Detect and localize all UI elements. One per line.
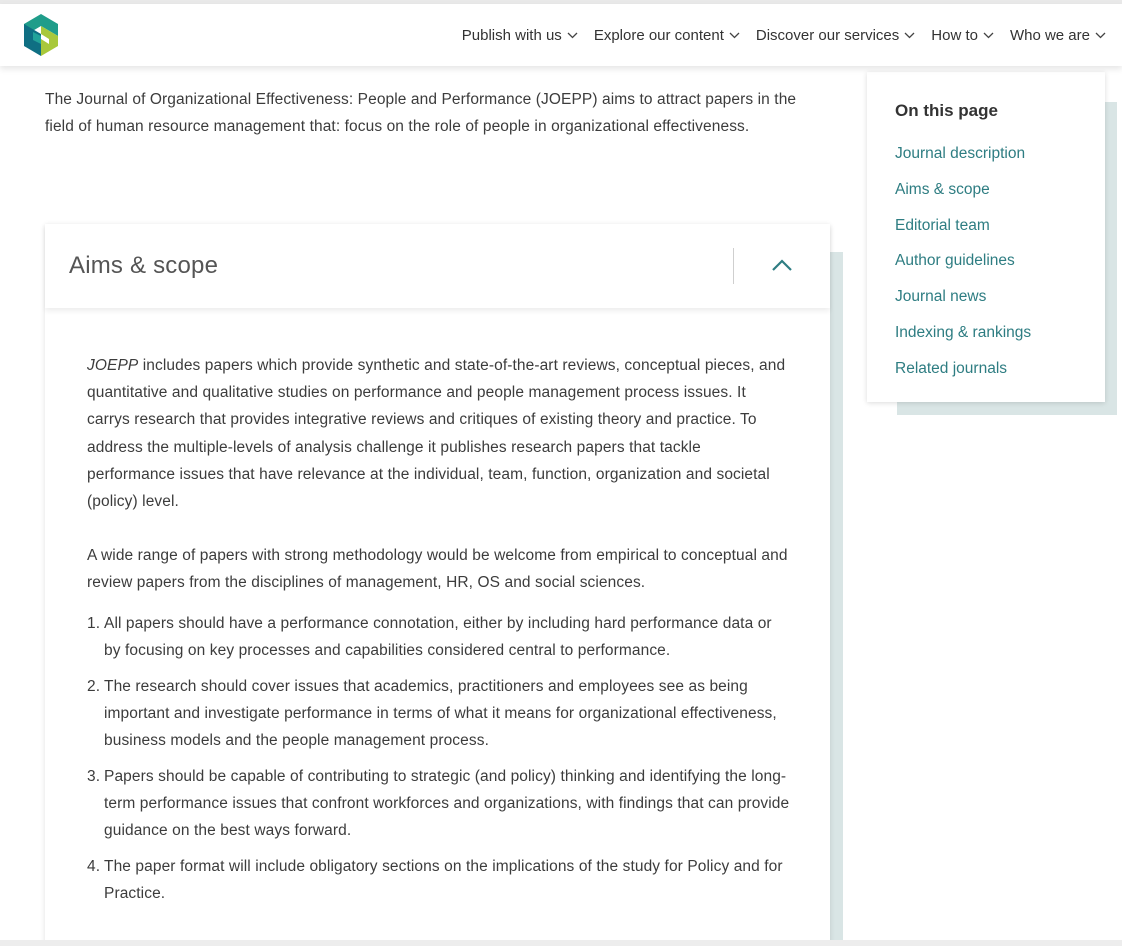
scope-paragraph-1 <box>87 352 792 515</box>
nav-label: Who we are <box>1009 26 1090 44</box>
nav-explore-our-content[interactable] <box>594 27 740 44</box>
list-text: The paper format will include obligatory sections on the implications of the study for Policy and for Practice. <box>104 857 783 902</box>
aims-scope-card <box>45 224 830 946</box>
scope-paragraph-1-text: includes papers which provide synthetic and state-of-the-art reviews, conceptual pieces, and quantitative and qualitative studies on performance and people management process issues. It carrys research that provides integrative reviews and critiques of existing theory and practice. To address the multiple-levels of analysis challenge it publishes research papers that tackle performance issues that have relevance at the individual, team, function, organization and societal (policy) level. <box>87 357 786 511</box>
toc-link-indexing-rankings[interactable]: Indexing & rankings <box>895 323 1032 341</box>
list-number: 1. <box>87 614 101 632</box>
list-item <box>87 763 792 844</box>
chevron-down-icon <box>1095 32 1106 39</box>
list-text: The research should cover issues that academics, practitioners and employees see as being important and investigate performance in terms of what it means for organizational effectiveness, business models and the people management process. <box>104 677 777 749</box>
horizontal-scrollbar[interactable] <box>0 940 1122 946</box>
nav-label: Discover our services <box>755 26 900 44</box>
chevron-down-icon <box>567 32 578 39</box>
scope-paragraph-2: A wide range of papers with strong methodology would be welcome from empirical to conceptual and review papers from the disciplines of management, HR, OS and social sciences. <box>87 547 788 592</box>
list-number: 4. <box>87 857 101 875</box>
site-header <box>0 4 1122 66</box>
nav-who-we-are[interactable] <box>1010 27 1106 44</box>
list-item <box>87 610 792 664</box>
accordion-body <box>87 352 792 916</box>
accordion-header[interactable] <box>45 224 830 308</box>
chevron-down-icon <box>983 32 994 39</box>
list-number: 3. <box>87 767 101 785</box>
toc-links <box>895 136 1031 387</box>
list-text: Papers should be capable of contributing to strategic (and policy) thinking and identifying the long-term performance issues that confront workforces and organizations, with findings that can provide guidance on the best ways forward. <box>104 767 790 839</box>
toc-title: On this page <box>895 101 998 120</box>
list-item <box>87 673 792 754</box>
nav-how-to[interactable] <box>931 27 994 44</box>
card-accent-shadow <box>829 252 843 946</box>
collapse-button[interactable] <box>763 248 801 284</box>
list-item <box>87 853 792 907</box>
main-nav <box>446 4 1106 66</box>
list-number: 2. <box>87 677 101 695</box>
on-this-page-nav <box>867 72 1105 402</box>
header-divider <box>733 248 734 284</box>
journal-acronym: JOEPP <box>87 357 139 374</box>
publisher-logo-icon[interactable] <box>22 14 60 56</box>
nav-label: How to <box>931 26 978 44</box>
toc-link-aims-scope[interactable]: Aims & scope <box>895 180 990 198</box>
toc-link-journal-news[interactable]: Journal news <box>895 288 987 306</box>
chevron-down-icon <box>904 32 915 39</box>
toc-link-editorial-team[interactable]: Editorial team <box>895 216 990 234</box>
nav-label: Publish with us <box>461 26 562 44</box>
journal-description-text: The Journal of Organizational Effectiveness: People and Performance (JOEPP) aims to attract papers in the field of human resource management that: focus on the role of people in organizational effectiveness. <box>45 90 797 135</box>
nav-label: Explore our content <box>593 26 724 44</box>
toc-link-related-journals[interactable]: Related journals <box>895 359 1008 377</box>
nav-publish-with-us[interactable] <box>462 27 578 44</box>
chevron-up-icon <box>771 258 793 272</box>
nav-discover-our-services[interactable] <box>756 27 915 44</box>
list-text: All papers should have a performance connotation, either by including hard performance data or by focusing on key processes and capabilities considered central to performance. <box>104 614 772 659</box>
section-title: Aims & scope <box>69 252 219 279</box>
toc-link-journal-description[interactable]: Journal description <box>895 145 1026 162</box>
chevron-down-icon <box>729 32 740 39</box>
toc-link-author-guidelines[interactable]: Author guidelines <box>895 252 1015 270</box>
scope-criteria-list <box>87 610 792 907</box>
